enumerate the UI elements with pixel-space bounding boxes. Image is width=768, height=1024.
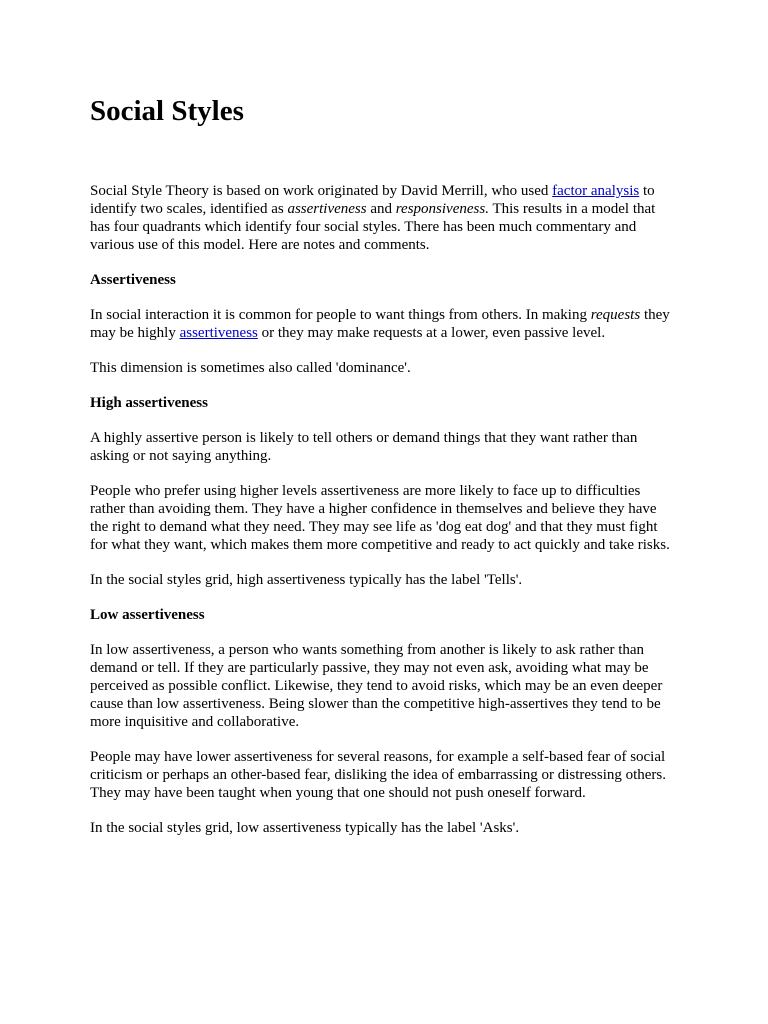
paragraph-line: for what they want, which makes them more competitive and ready to act quickly and take risks. [90,537,670,553]
paragraph-text: In social interaction it is common for people to want things from others. In making [90,307,591,323]
paragraph-line: more inquisitive and collaborative. [90,714,300,730]
paragraph-line: demand or tell. If they are particularly passive, they may not even ask, avoiding what may be [90,660,649,676]
paragraph-line: asking or not saying anything. [90,448,272,464]
assertiveness-heading: Assertiveness [90,272,176,288]
paragraph-line: cause than low assertiveness. Being slower than the competitive high-assertives they tend to be [90,696,661,712]
paragraph-line: A highly assertive person is likely to tell others or demand things that they want rather than [90,430,638,446]
article-body [90,182,690,854]
intro-paragraph [90,182,690,254]
paragraph-line: People who prefer using higher levels assertiveness are more likely to face up to difficulties [90,483,641,499]
factor-analysis-link[interactable]: factor analysis [552,183,640,199]
assertiveness-paragraph [90,306,690,342]
low-assertive-reasons-paragraph [90,748,690,802]
assertiveness-link[interactable]: assertiveness [179,325,258,341]
responsiveness-term: responsiveness. [395,201,489,217]
intro-text: has four quadrants which identify four social styles. There has been much commentary and [90,219,637,235]
low-assertive-paragraph [90,641,690,731]
paragraph-text: they [640,307,670,323]
intro-text: various use of this model. Here are notes and comments. [90,237,430,253]
paragraph-line: criticism or perhaps an other-based fear, disliking the idea of embarrassing or distressing others. [90,767,667,783]
high-assertive-detail-paragraph [90,482,690,554]
paragraph-line: the right to demand what they need. They may see life as 'dog eat dog' and that they must fight [90,519,658,535]
assertiveness-term: assertiveness [287,201,367,217]
intro-text: and [366,201,396,217]
high-assertive-paragraph [90,429,690,465]
paragraph-line: People may have lower assertiveness for several reasons, for example a self-based fear of social [90,749,666,765]
intro-text: to [639,183,655,199]
paragraph-line: In low assertiveness, a person who wants something from another is likely to ask rather than [90,642,645,658]
page-title: Social Styles [90,95,244,127]
paragraph-line: They may have been taught when young that one should not push oneself forward. [90,785,586,801]
paragraph-line: rather than avoiding them. They have a higher confidence in themselves and believe they have [90,501,657,517]
dominance-paragraph: This dimension is sometimes also called 'dominance'. [90,360,411,376]
high-assertiveness-heading: High assertiveness [90,395,208,411]
requests-term: requests [590,307,641,323]
intro-text: identify two scales, identified as [90,201,288,217]
paragraph-line: perceived as possible conflict. Likewise, they tend to avoid risks, which may be an even deeper [90,678,663,694]
low-assertiveness-heading: Low assertiveness [90,607,205,623]
asks-label-paragraph: In the social styles grid, low assertiveness typically has the label 'Asks'. [90,820,520,836]
intro-text: Social Style Theory is based on work originated by David Merrill, who used [90,183,553,199]
tells-label-paragraph: In the social styles grid, high assertiveness typically has the label 'Tells'. [90,572,523,588]
paragraph-text: may be highly [90,325,180,341]
intro-text: This results in a model that [488,201,656,217]
paragraph-text: or they may make requests at a lower, even passive level. [257,325,606,341]
